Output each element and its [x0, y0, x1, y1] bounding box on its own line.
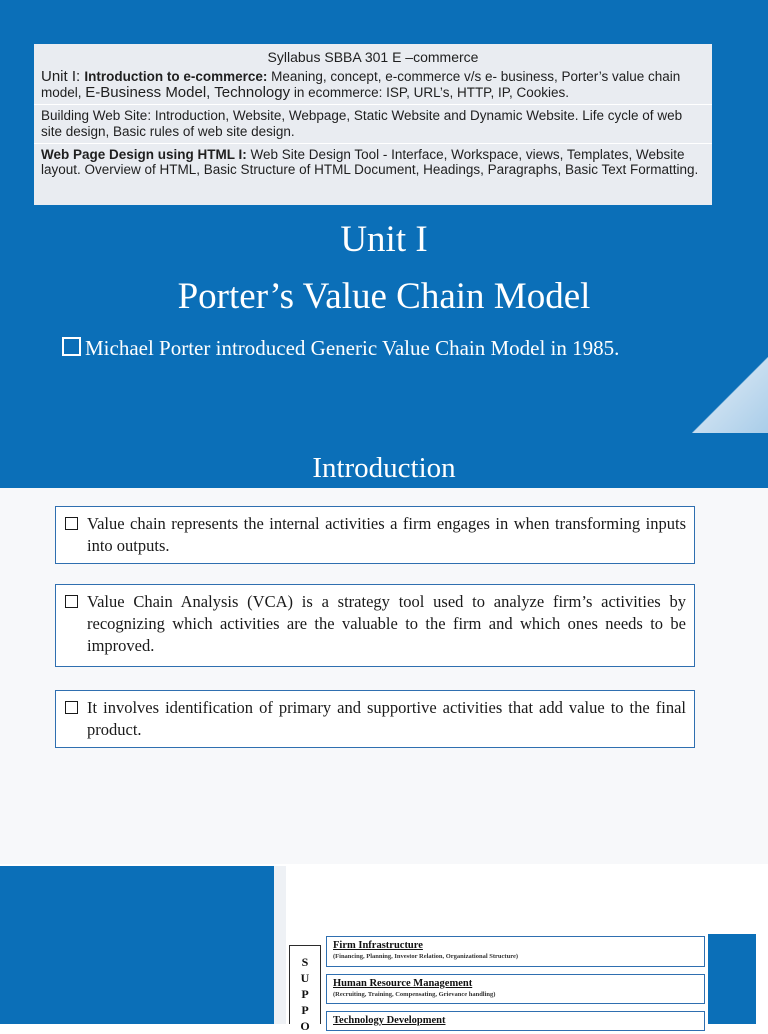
- point-text: Value chain represents the internal activities a firm engages in when transforming inputs into outputs.: [87, 514, 686, 555]
- point-box: [55, 690, 695, 748]
- intro-bullet: [62, 334, 619, 362]
- unit1-text-c: in ecommerce: ISP, URL’s, HTTP, IP, Cookies.: [290, 85, 569, 100]
- unit1-prefix: Unit I:: [41, 68, 85, 85]
- corner-decoration: [692, 357, 768, 433]
- support-letter: O: [300, 1019, 310, 1033]
- activity-technology-development: [326, 1011, 705, 1031]
- support-letter: S: [301, 955, 309, 969]
- support-letter: P: [301, 1003, 309, 1017]
- activity-hrm: [326, 974, 705, 1004]
- unit1-text-b: E-Business Model, Technology: [85, 84, 291, 101]
- syllabus-html: [34, 144, 712, 177]
- point-text: Value Chain Analysis (VCA) is a strategy tool used to analyze firm’s activities by recognizing which activities are the valuable to the firm and which ones needs to be improved.: [87, 592, 686, 655]
- point-box: [55, 584, 695, 667]
- checkbox-icon: [65, 595, 78, 608]
- support-letter: P: [301, 987, 309, 1001]
- activity-desc: (Recruiting, Training, Compensating, Grievance handling): [333, 991, 496, 998]
- html-text: Web Site Design Tool - Interface, Workspace, views, Templates, Website layout. Overview of HTML, Basic Structure of HTML Document, Headings, Paragraphs, Basic Text Formatting.: [41, 147, 699, 177]
- activity-desc: (Financing, Planning, Investor Relation, Organizational Structure): [333, 953, 519, 960]
- syllabus-unit1: [34, 67, 712, 101]
- unit-title: Unit I: [340, 219, 428, 260]
- introduction-title: Introduction: [312, 452, 456, 484]
- checkbox-icon: [65, 701, 78, 714]
- checkbox-icon: [65, 517, 78, 530]
- point-text: It involves identification of primary and supportive activities that add value to the final product.: [87, 698, 686, 739]
- activity-name: Firm Infrastructure: [333, 940, 423, 951]
- support-letter: U: [300, 971, 310, 985]
- checkbox-icon: [62, 337, 81, 356]
- unit1-heading: Introduction to e-commerce:: [84, 69, 268, 84]
- syllabus-box: [34, 44, 712, 205]
- support-label: [289, 945, 321, 1033]
- unit1-text-a: Meaning, concept, e-commerce v/s e- business, Porter’s value chain model,: [41, 69, 681, 100]
- activity-name: Technology Development: [333, 1015, 446, 1026]
- syllabus-title: Syllabus SBBA 301 E –commerce: [267, 49, 479, 65]
- syllabus-building: Building Web Site: Introduction, Website, Webpage, Static Website and Dynamic Website. Life cycle of web site design, Basic rules of web site design.: [41, 108, 683, 139]
- activity-firm-infrastructure: [326, 936, 705, 967]
- html-heading: Web Page Design using HTML I:: [41, 147, 247, 162]
- point-box: [55, 506, 695, 564]
- panel-edge: [274, 866, 286, 1024]
- activity-name: Human Resource Management: [333, 978, 473, 989]
- margin-bar: [708, 934, 756, 1024]
- intro-bullet-text: Michael Porter introduced Generic Value Chain Model in 1985.: [85, 336, 620, 360]
- model-title: Porter’s Value Chain Model: [177, 276, 591, 317]
